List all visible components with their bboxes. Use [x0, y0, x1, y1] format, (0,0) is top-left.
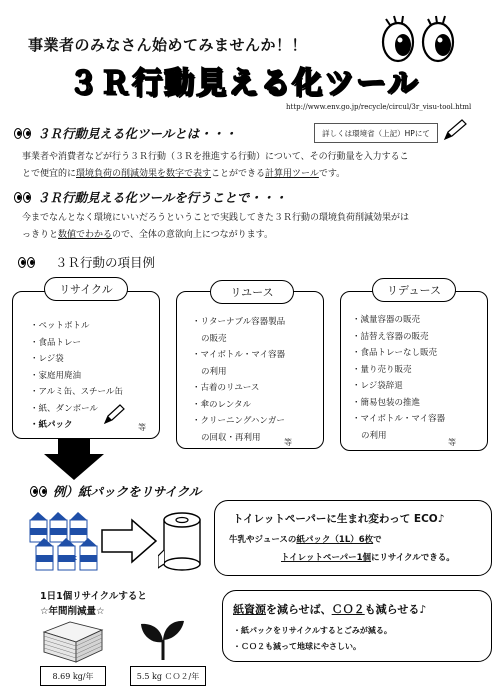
list-item: ・ レジ袋辞退 — [352, 378, 445, 395]
header-url[interactable]: http://www.env.go.jp/recycle/circul/3r_visu-tool.html — [286, 103, 472, 111]
milk-label: MILK — [63, 556, 77, 562]
benefit-text-highlight: 数値でわかる — [58, 230, 113, 240]
pencil-icon — [102, 403, 126, 425]
milk-cartons-illustration — [28, 510, 110, 572]
co2-bullet2: ・ＣＯ２も減って地球にやさしい。 — [233, 642, 361, 651]
toilet-seg: にリサイクルできる。 — [370, 553, 455, 563]
reuse-list — [192, 314, 285, 446]
toilet-seg: 牛乳やジュースの — [229, 535, 297, 545]
daily-line1: 1日1個リサイクルすると — [40, 591, 147, 602]
reduce-list — [352, 312, 445, 444]
co2-amount: 5.5 kg ＣＯ２/年 — [130, 666, 206, 686]
toilet-title: トイレットペーパーに生まれ変わって ECO♪ — [233, 513, 445, 525]
toilet-highlight: 紙パック（1L）6枚 — [296, 535, 374, 545]
toilet-line2 — [281, 551, 455, 563]
list-item-cont: の回収・再利用 — [201, 432, 261, 443]
toilet-seg: で — [373, 535, 382, 545]
list-item: ・ 量り売り販売 — [352, 362, 445, 379]
list-item-cont: の利用 — [201, 366, 227, 377]
toilet-line1 — [229, 533, 382, 545]
daily-line2: ☆年間削減量☆ — [40, 606, 105, 617]
eyes-icon — [14, 128, 31, 139]
co2-title — [233, 601, 426, 617]
toilet-highlight: トイレットペーパー1個 — [281, 553, 371, 563]
eyes-icon — [18, 257, 35, 268]
list-item: ・ 食品トレー — [30, 335, 123, 352]
eyes-icon — [14, 192, 31, 203]
co2-title-seg: も減らせる♪ — [364, 603, 427, 616]
intro-text-line2 — [22, 166, 492, 183]
intro-text-seg: ことができる — [211, 169, 266, 179]
etc-label: 等 — [138, 423, 146, 432]
intro-text-seg: です。 — [318, 169, 346, 179]
list-item: ・ 家庭用廃油 — [30, 368, 123, 385]
intro-text-seg: とで便宜的に — [22, 169, 77, 179]
list-item: ・ クリーニングハンガー — [192, 413, 285, 430]
case-heading-label: 例）紙パックをリサイクル — [53, 484, 202, 499]
eyes-icon — [30, 486, 47, 497]
co2-title-highlight: 紙資源 — [233, 603, 266, 616]
reference-note: 詳しくは環境省（上記）HPにて — [314, 123, 438, 143]
benefit-heading — [14, 188, 287, 206]
list-item: ・ 食品トレーなし販売 — [352, 345, 445, 362]
list-item: ・ 減量容器の販売 — [352, 312, 445, 329]
recycle-title: リサイクル — [44, 277, 128, 301]
paper-stack-illustration — [40, 614, 106, 664]
benefit-text-line1: 今までなんとなく環境にいいだろうということで実践してきた３Ｒ行動の環境負荷削減効果がは — [22, 213, 410, 223]
list-item: ・ 簡易包装の推進 — [352, 395, 445, 412]
list-item: ・ 古着のリユース — [192, 380, 285, 397]
paper-amount: 8.69 kg/年 — [40, 666, 106, 686]
co2-bullet1: ・紙パックをリサイクルするとごみが減る。 — [233, 626, 392, 635]
co2-info-box — [222, 590, 492, 662]
intro-text-highlight: 環境負荷の削減効果を数字で表す — [76, 169, 212, 179]
toilet-roll-illustration — [158, 510, 208, 572]
benefit-heading-label: ３Ｒ行動見える化ツールを行うことで・・・ — [37, 190, 287, 205]
list-item: ・ レジ袋 — [30, 351, 123, 368]
reuse-title: リユース — [210, 280, 294, 304]
intro-text-line1: 事業者や消費者などが行う３Ｒ行動（３Ｒを推進する行動）について、その行動量を入力するこ — [22, 152, 409, 162]
reduce-title: リデュース — [372, 278, 456, 302]
co2-title-seg: を減らせば、 — [266, 603, 332, 616]
list-item: ・ 傘のレンタル — [192, 397, 285, 414]
intro-text — [22, 149, 492, 183]
list-item: ・ 紙、ダンボール — [30, 401, 123, 418]
intro-heading — [14, 124, 237, 142]
benefit-text-seg: っきりと — [22, 230, 59, 240]
etc-label: 等 — [448, 438, 456, 447]
list-item: ・ リターナブル容器製品 — [192, 314, 285, 331]
list-item-cont: の利用 — [361, 430, 387, 441]
intro-heading-label: ３Ｒ行動見える化ツールとは・・・ — [37, 126, 237, 141]
list-item: ・ 詰替え容器の販売 — [352, 329, 445, 346]
examples-heading-label: ３Ｒ行動の項目例 — [55, 255, 156, 270]
benefit-text — [22, 210, 492, 244]
list-item-highlight: ・ 紙パック — [30, 417, 123, 434]
list-item: ・ マイボトル・マイ容器 — [192, 347, 285, 364]
list-item: ・ マイボトル・マイ容器 — [352, 411, 445, 428]
right-arrow-icon — [100, 518, 158, 564]
header-tagline: 事業者のみなさん始めてみませんか！！ — [28, 36, 308, 54]
benefit-text-seg: ので、全体の意欲向上につながります。 — [112, 230, 273, 240]
pencil-icon — [442, 118, 468, 142]
intro-text-highlight: 計算用ツール — [265, 169, 319, 179]
case-heading — [30, 482, 201, 500]
sprout-icon — [138, 618, 188, 662]
etc-label: 等 — [284, 438, 292, 447]
list-item: ・ ペットボトル — [30, 318, 123, 335]
toilet-info-box — [214, 500, 492, 576]
benefit-text-line2 — [22, 227, 492, 244]
list-item: ・ アルミ缶、スチール缶 — [30, 384, 123, 401]
co2-title-highlight: ＣＯ２ — [331, 603, 365, 616]
down-arrow-icon — [42, 438, 106, 482]
examples-heading — [18, 253, 155, 271]
list-item-cont: の販売 — [201, 333, 227, 344]
main-title: ３Ｒ行動見える化ツール — [68, 66, 420, 101]
